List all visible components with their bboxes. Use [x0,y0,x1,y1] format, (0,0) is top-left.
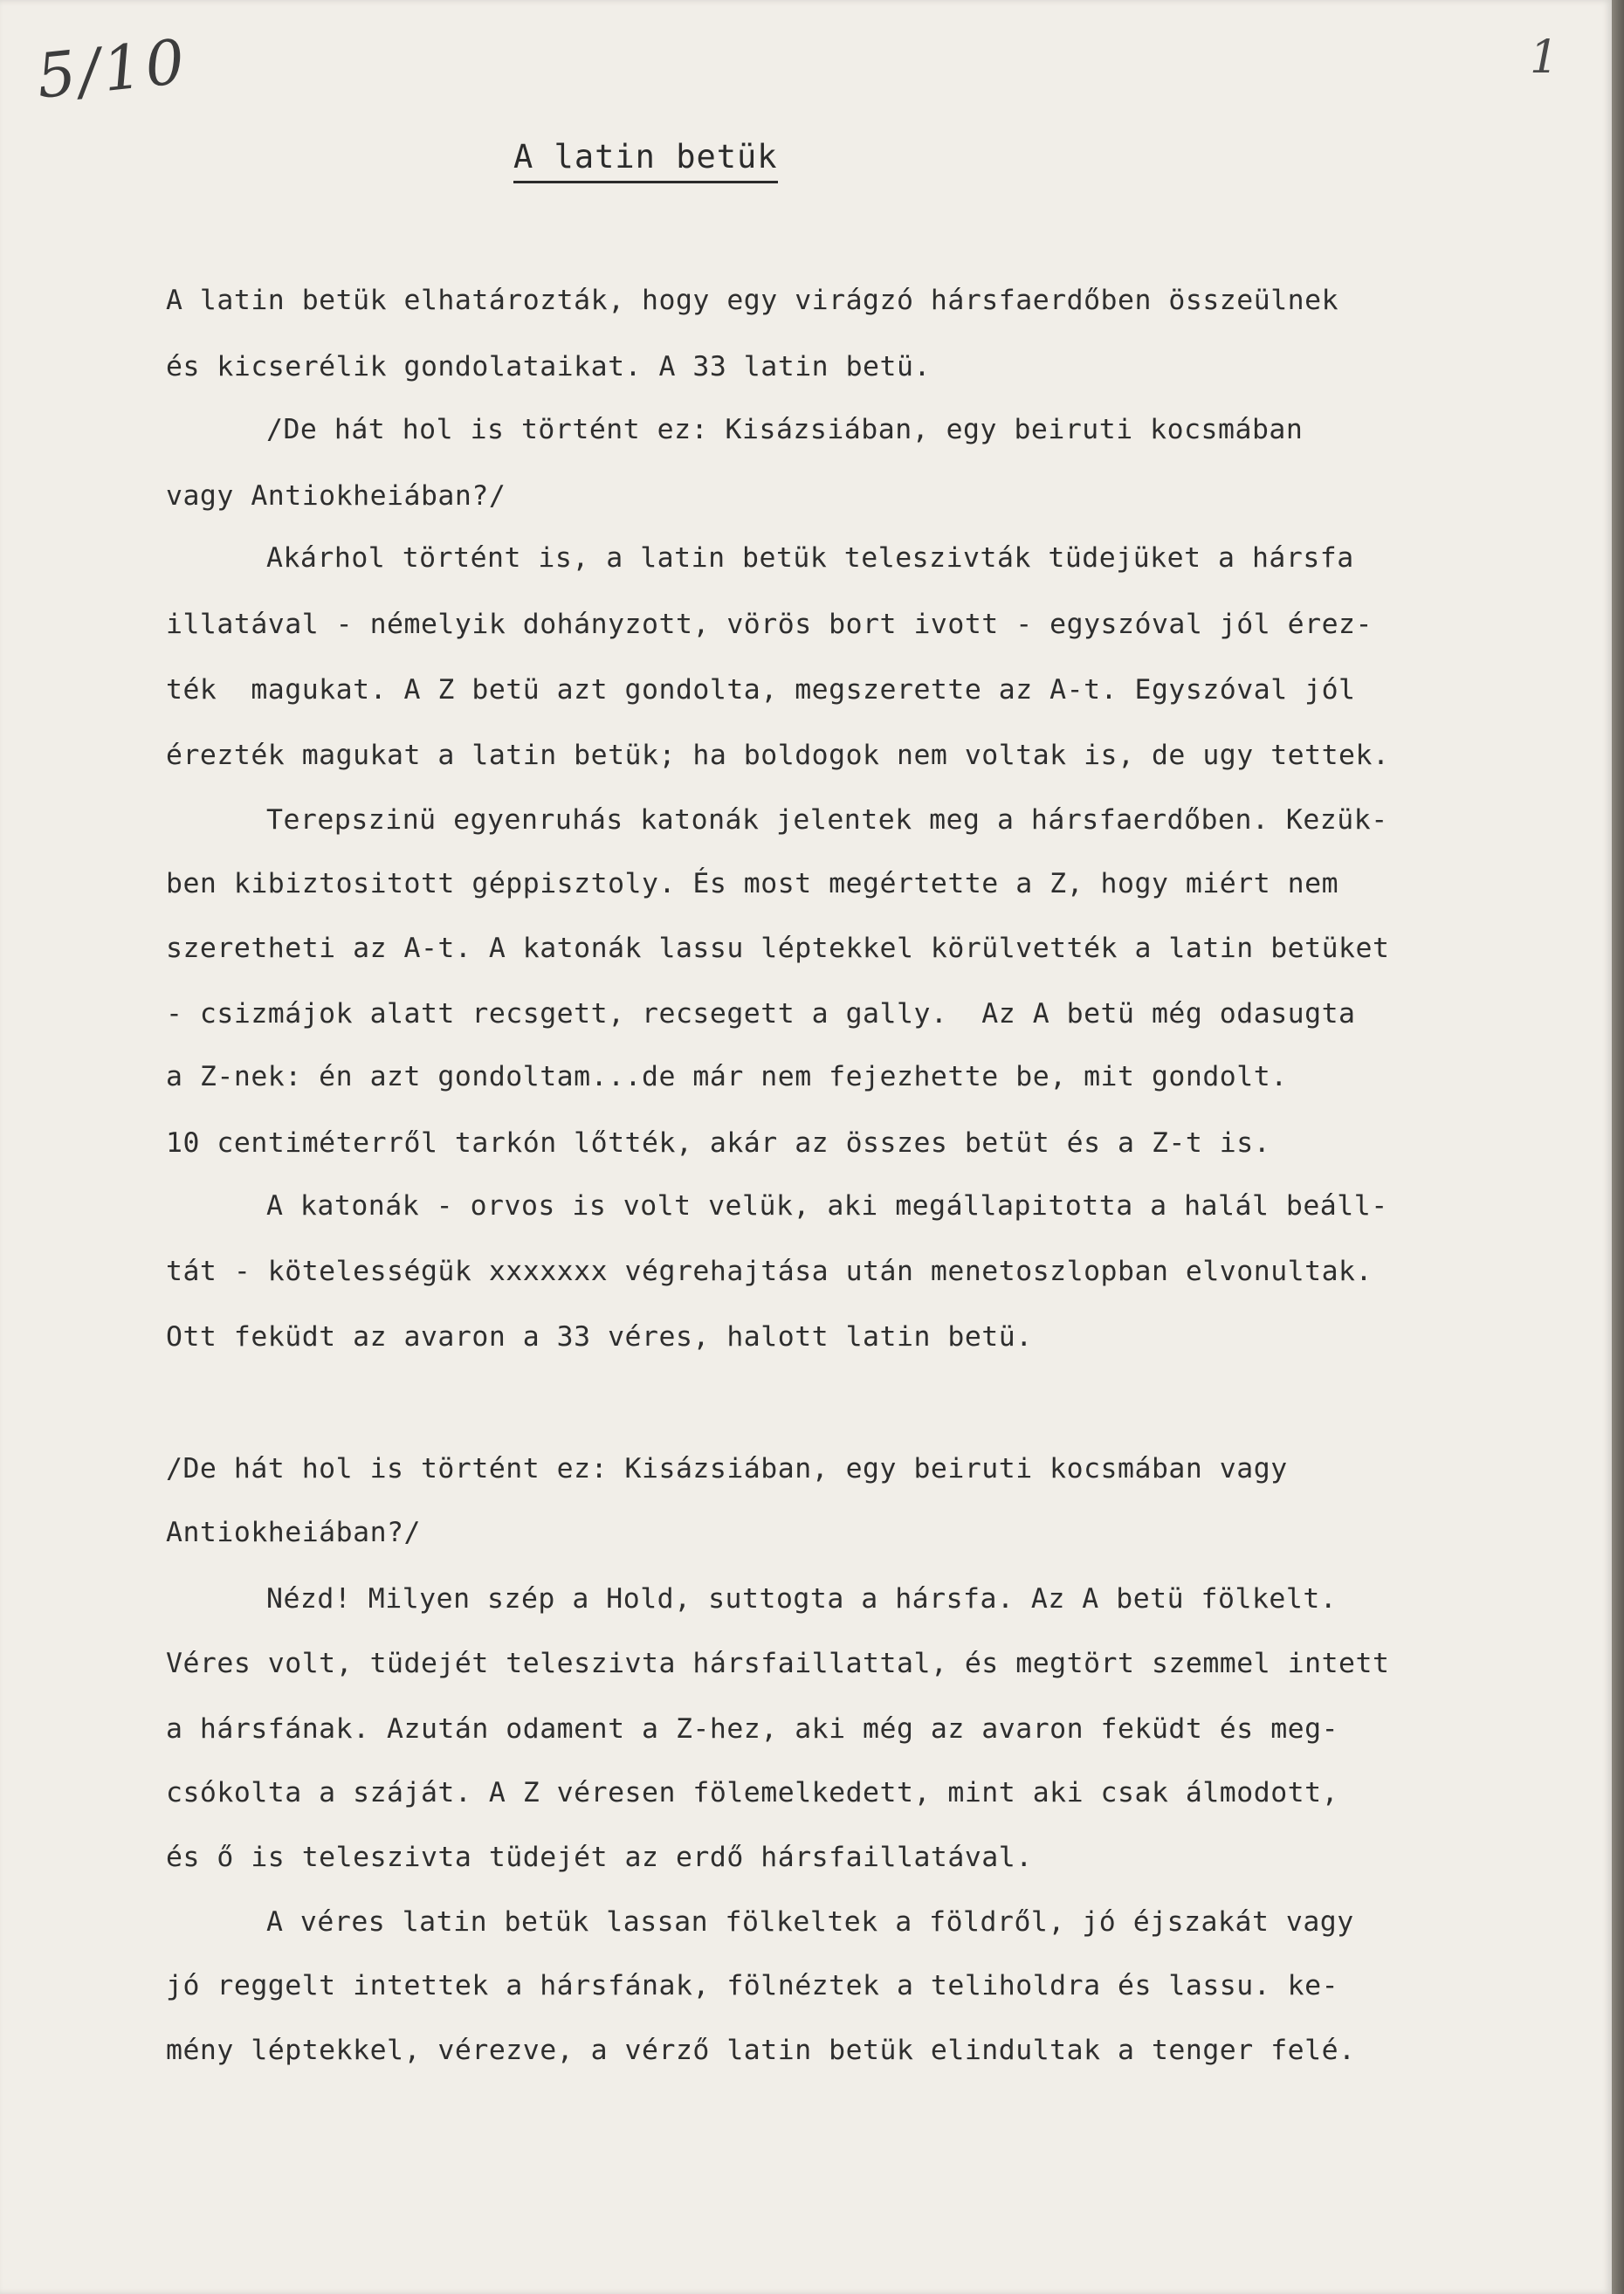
text-line: ben kibiztositott géppisztoly. És most megértette a Z, hogy miért nem [166,868,1339,899]
text-line: - csizmájok alatt recsgett, recsegett a gally. Az A betü még odasugta [166,998,1356,1030]
text-line: ték magukat. A Z betü azt gondolta, megszerette az A-t. Egyszóval jól [166,674,1356,706]
text-line: Akárhol történt is, a latin betük teleszivták tüdejüket a hársfa [266,542,1354,574]
text-line: jó reggelt intettek a hársfának, fölnéztek a teliholdra és lassu. ke- [166,1970,1339,2001]
text-line: /De hát hol is történt ez: Kisázsiában, egy beiruti kocsmában [266,414,1304,445]
text-line: illatával - némelyik dohányzott, vörös bort ivott - egyszóval jól érez- [166,609,1373,640]
text-line: a Z-nek: én azt gondoltam...de már nem fejezhette be, mit gondolt. [166,1061,1288,1092]
text-line: A latin betük elhatározták, hogy egy virágzó hársfaerdőben összeülnek [166,285,1339,316]
text-line: Véres volt, tüdejét teleszivta hársfaillattal, és megtört szemmel intett [166,1648,1390,1679]
text-line: a hársfának. Azután odament a Z-hez, aki még az avaron feküdt és meg- [166,1713,1339,1745]
text-line: mény léptekkel, vérezve, a vérző latin betük elindultak a tenger felé. [166,2035,1356,2066]
page-edge [1612,0,1624,2294]
document-title: A latin betük [513,138,778,183]
text-line: vagy Antiokheiában?/ [166,480,506,512]
text-line: csókolta a száját. A Z véresen fölemelkedett, mint aki csak álmodott, [166,1777,1339,1808]
text-line: A véres latin betük lassan fölkeltek a földről, jó éjszakát vagy [266,1906,1354,1938]
text-line: Ott feküdt az avaron a 33 véres, halott latin betü. [166,1321,1033,1353]
text-line: 10 centiméterről tarkón lőtték, akár az összes betüt és a Z-t is. [166,1127,1271,1159]
text-line: A katonák - orvos is volt velük, aki megállapitotta a halál beáll- [266,1190,1388,1222]
text-line: Nézd! Milyen szép a Hold, suttogta a hársfa. Az A betü fölkelt. [266,1583,1338,1615]
handwritten-page-number: 1 [1530,31,1559,84]
text-line: Antiokheiában?/ [166,1517,421,1548]
text-line: és kicserélik gondolataikat. A 33 latin betü. [166,351,931,382]
text-line: szeretheti az A-t. A katonák lassu léptekkel körülvették a latin betüket [166,933,1390,964]
text-line: tát - kötelességük xxxxxxx végrehajtása után menetoszlopban elvonultak. [166,1256,1373,1287]
text-line: és ő is teleszivta tüdejét az erdő hársfaillatával. [166,1842,1033,1873]
text-line: Terepszinü egyenruhás katonák jelentek meg a hársfaerdőben. Kezük- [266,804,1388,836]
text-line: /De hát hol is történt ez: Kisázsiában, egy beiruti kocsmában vagy [166,1453,1288,1485]
handwritten-document-number: 5/10 [33,25,192,113]
text-line: érezték magukat a latin betük; ha boldogok nem voltak is, de ugy tettek. [166,740,1390,771]
